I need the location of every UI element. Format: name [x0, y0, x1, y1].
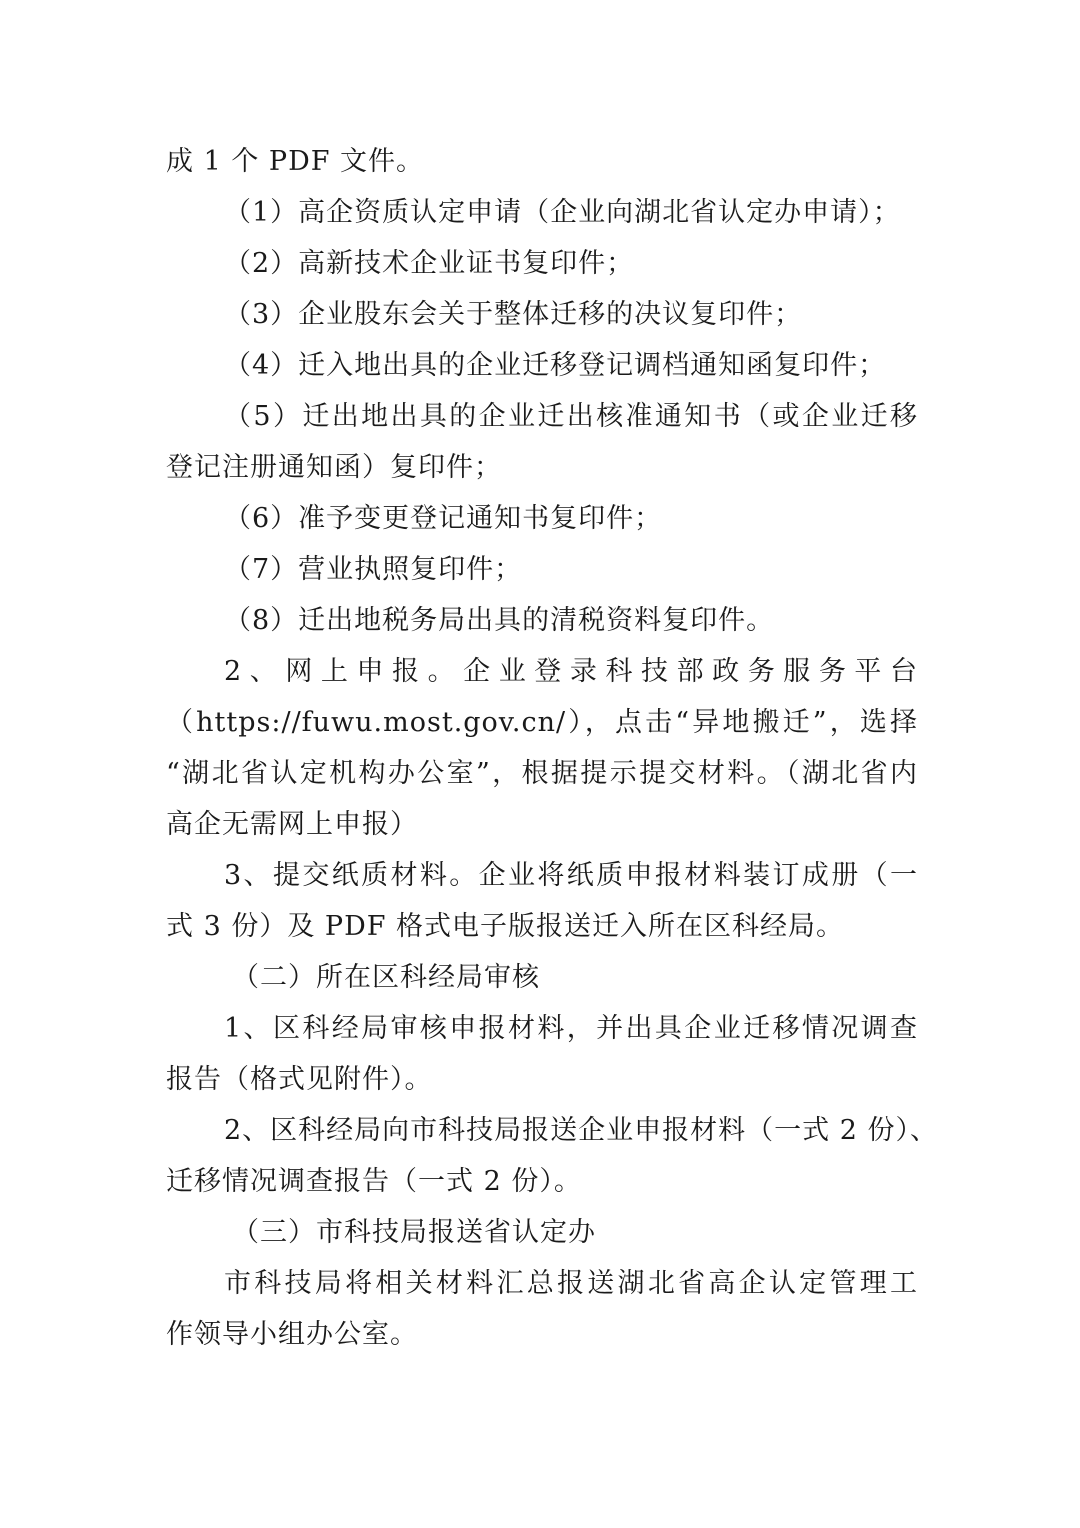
paragraph-line: 2、网上申报。企业登录科技部政务服务平台	[224, 656, 918, 687]
list-item: （7）营业执照复印件；	[224, 554, 523, 585]
paragraph-line: 3、提交纸质材料。企业将纸质申报材料装订成册（一	[224, 860, 918, 891]
list-item: （6）准予变更登记通知书复印件；	[224, 503, 663, 534]
paragraph-line: （https://fuwu.most.gov.cn/），点击“异地搬迁”，选择	[166, 707, 918, 738]
text-line: 登记注册通知函）复印件；	[166, 452, 502, 483]
section-heading: （二）所在区科经局审核	[232, 962, 540, 993]
list-item: （4）迁入地出具的企业迁移登记调档通知函复印件；	[224, 350, 887, 381]
paragraph-line: 作领导小组办公室。	[166, 1319, 418, 1350]
paragraph-line: 报告（格式见附件）。	[166, 1064, 433, 1095]
list-item: （3）企业股东会关于整体迁移的决议复印件；	[224, 299, 803, 330]
list-item: （8）迁出地税务局出具的清税资料复印件。	[224, 605, 775, 636]
paragraph-line: 式 3 份）及 PDF 格式电子版报送迁入所在区科经局。	[166, 911, 845, 942]
paragraph-line: 迁移情况调查报告（一式 2 份）。	[166, 1166, 582, 1197]
text-line: 成 1 个 PDF 文件。	[166, 146, 425, 177]
paragraph-line: 1、区科经局审核申报材料，并出具企业迁移情况调查	[224, 1013, 918, 1044]
document-body	[166, 136, 939, 1360]
list-item: （2）高新技术企业证书复印件；	[224, 248, 635, 279]
list-item: （5）迁出地出具的企业迁出核准通知书（或企业迁移	[224, 401, 918, 432]
section-heading: （三）市科技局报送省认定办	[232, 1217, 596, 1248]
paragraph-line: 高企无需网上申报）	[166, 809, 418, 840]
paragraph-line: 市科技局将相关材料汇总报送湖北省高企认定管理工	[224, 1268, 918, 1299]
paragraph-line: 2、区科经局向市科技局报送企业申报材料（一式 2 份）、	[224, 1115, 939, 1146]
list-item: （1）高企资质认定申请（企业向湖北省认定办申请）；	[224, 197, 901, 228]
paragraph-line: “湖北省认定机构办公室”，根据提示提交材料。（湖北省内	[166, 758, 918, 789]
